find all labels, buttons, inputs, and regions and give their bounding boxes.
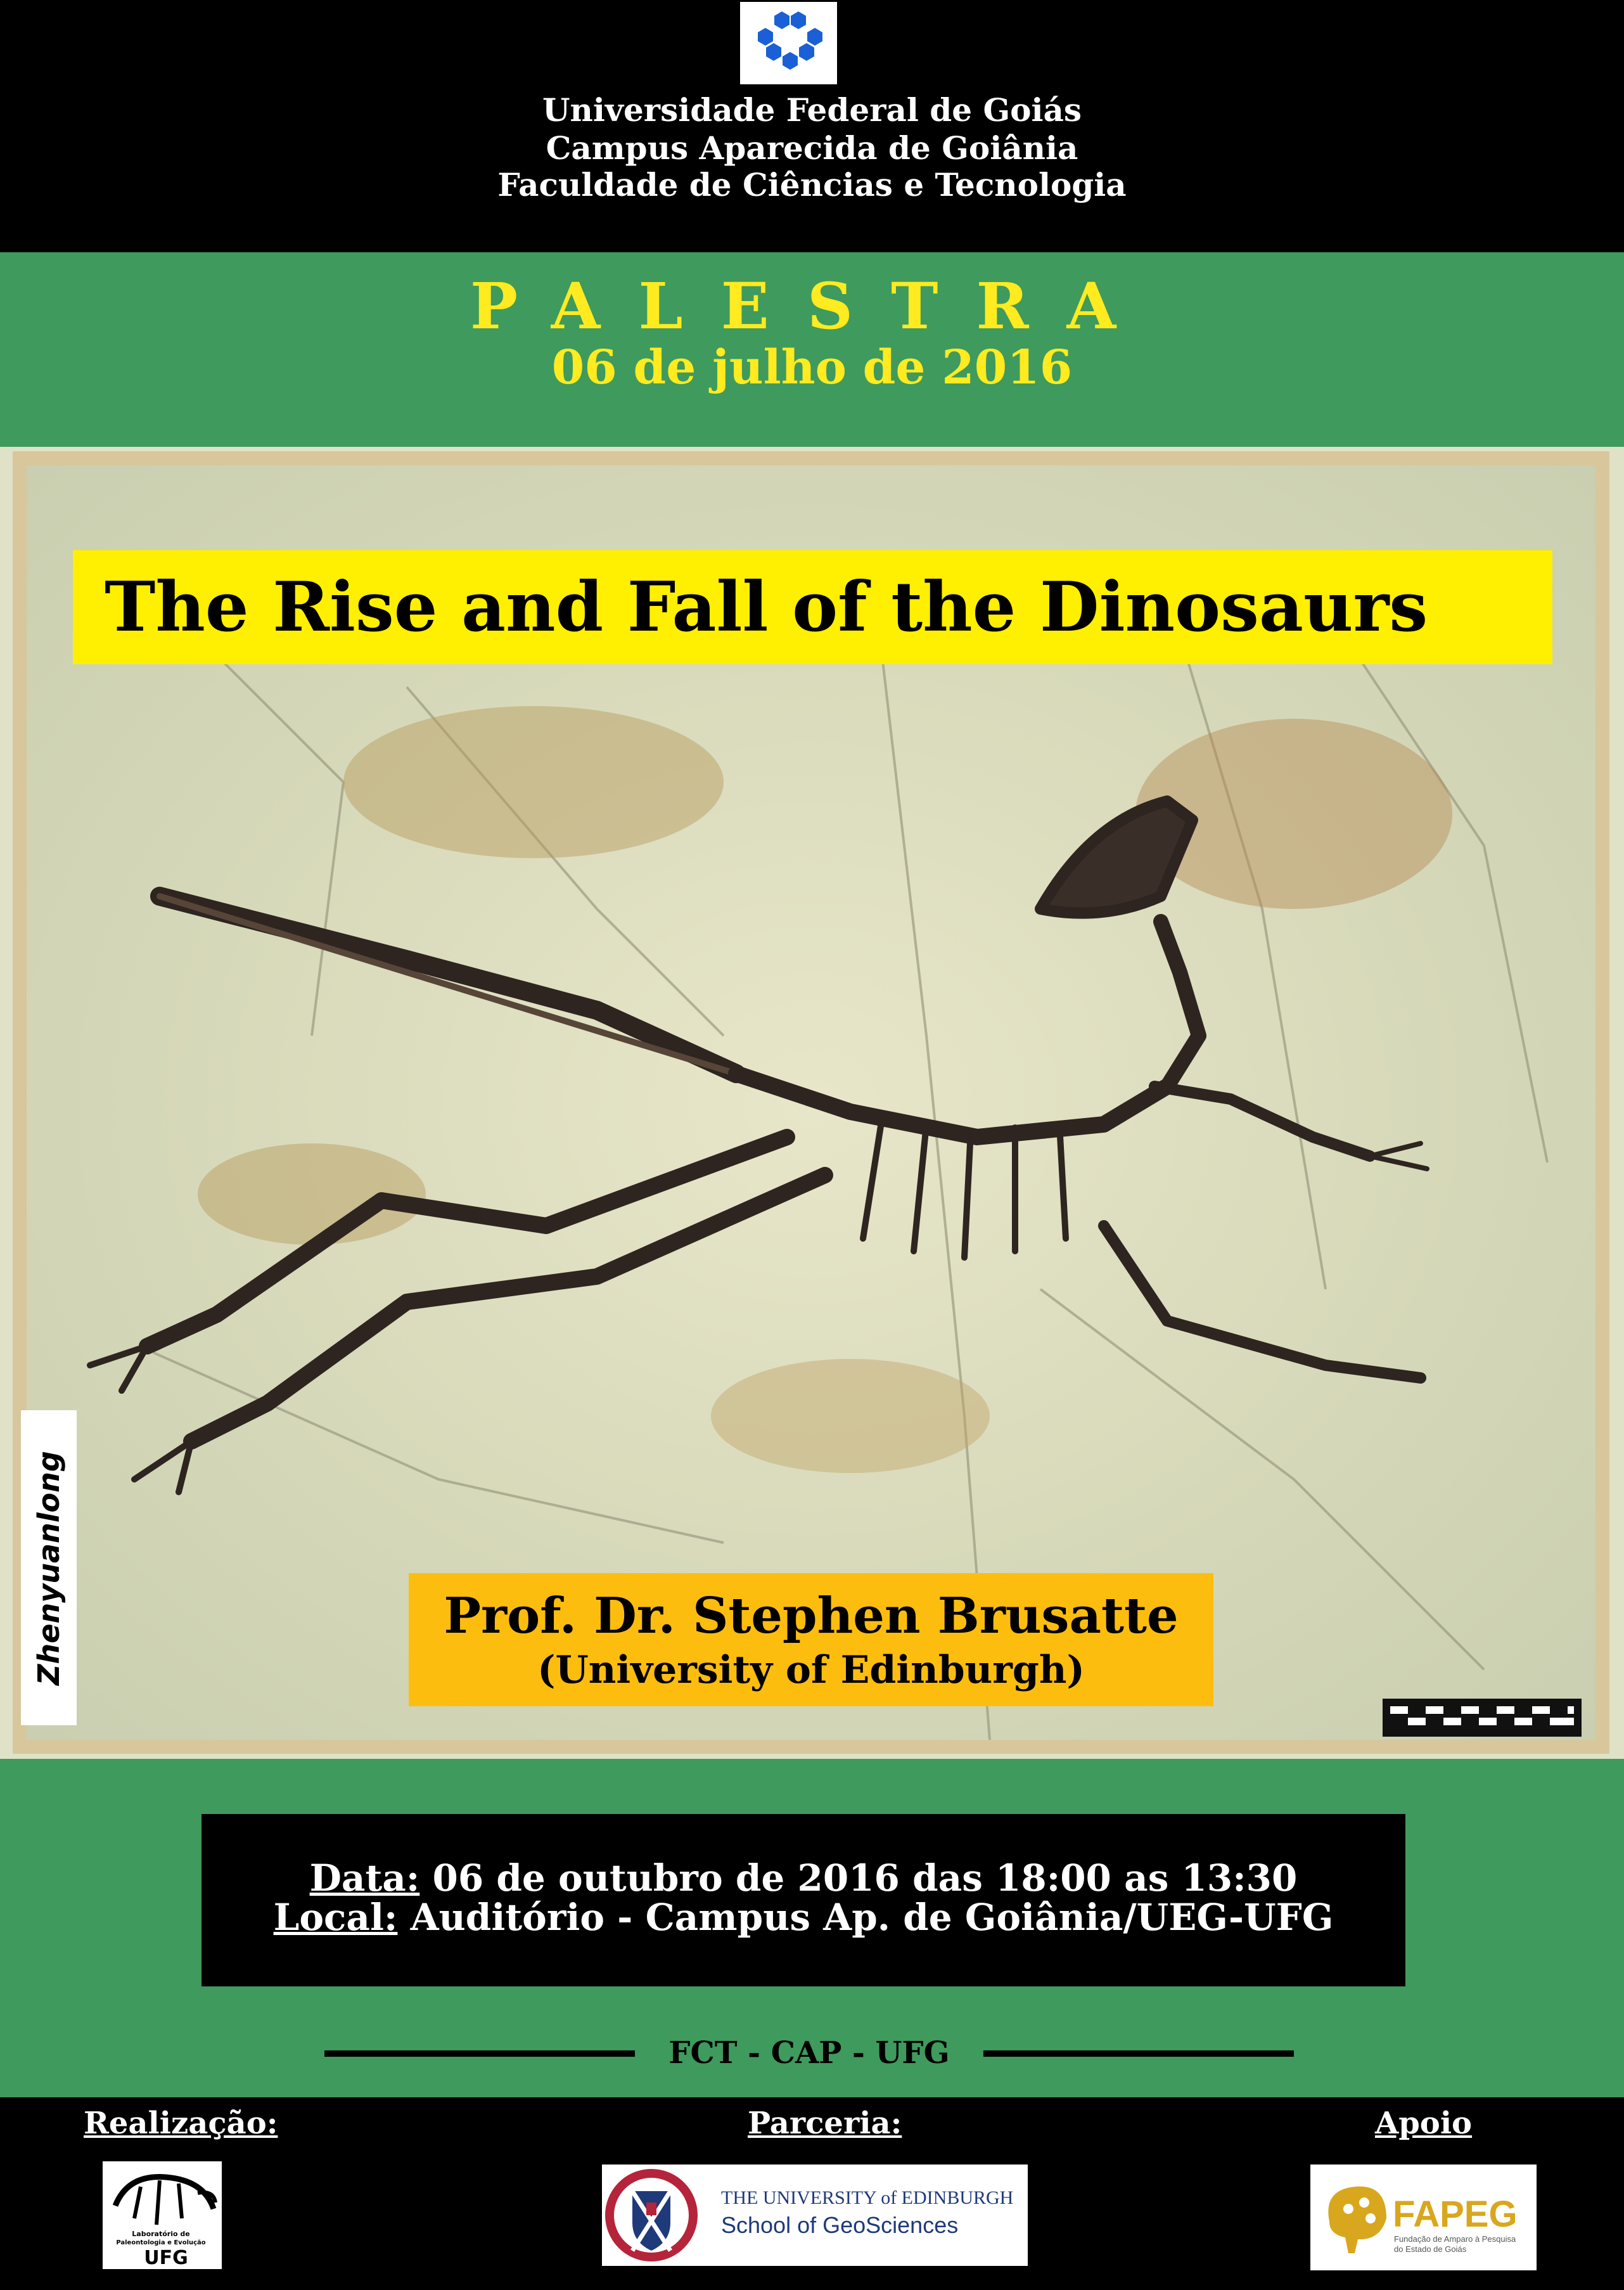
fapeg-name: FAPEG xyxy=(1393,2194,1518,2235)
fapeg-logo xyxy=(1310,2165,1537,2270)
fapeg-sub-1: Fundação de Amparo à Pesquisa xyxy=(1394,2234,1516,2244)
realizacao-label: Realização: xyxy=(84,2106,278,2141)
fapeg-brain-icon xyxy=(1310,2165,1537,2270)
edinburgh-crest-icon xyxy=(602,2165,1028,2266)
apoio-label: Apoio xyxy=(1375,2106,1473,2141)
parceria-label: Parceria: xyxy=(748,2106,902,2141)
scale-ruler-icon xyxy=(1383,1699,1582,1737)
photo-credit-text: Zhenyuanlong xyxy=(32,1450,66,1685)
lab-logo-text-1: Laboratório de xyxy=(132,2230,190,2238)
divider-right xyxy=(983,2050,1294,2057)
location-line xyxy=(201,1895,1405,1939)
photo-credit xyxy=(21,1410,77,1725)
lab-logo-text-2: Paleontologia e Evolução xyxy=(116,2239,206,2246)
university-name: Universidade Federal de Goiás xyxy=(542,91,1082,129)
ufg-hexagon-icon xyxy=(740,2,837,84)
date-line xyxy=(201,1856,1405,1900)
edinburgh-name: THE UNIVERSITY of EDINBURGH xyxy=(721,2187,1014,2208)
speaker-name: Prof. Dr. Stephen Brusatte xyxy=(444,1587,1179,1645)
organizer-line: FCT - CAP - UFG xyxy=(668,2035,950,2071)
lab-paleontology-logo xyxy=(103,2161,222,2269)
location-value: Auditório - Campus Ap. de Goiânia/UEG-UFG xyxy=(397,1896,1334,1939)
location-label: Local: xyxy=(273,1896,398,1939)
edinburgh-logo xyxy=(602,2165,1028,2266)
event-type: PALESTRA xyxy=(470,269,1154,344)
date-value: 06 de outubro de 2016 das 18:00 as 13:30 xyxy=(419,1856,1298,1900)
dinosaur-skeleton-icon xyxy=(103,2161,222,2269)
divider-left xyxy=(324,2050,635,2057)
ufg-logo xyxy=(740,2,837,84)
speaker-affiliation: (University of Edinburgh) xyxy=(537,1648,1085,1692)
edinburgh-school: School of GeoSciences xyxy=(721,2212,959,2238)
fapeg-sub-2: do Estado de Goiás xyxy=(1394,2244,1467,2254)
talk-title: The Rise and Fall of the Dinosaurs xyxy=(105,567,1428,647)
scale-bar xyxy=(1383,1699,1582,1737)
campus-name: Campus Aparecida de Goiânia xyxy=(546,129,1078,167)
event-date: 06 de julho de 2016 xyxy=(551,340,1073,395)
faculty-name: Faculdade de Ciências e Tecnologia xyxy=(497,166,1127,203)
lab-logo-ufg: UFG xyxy=(144,2247,188,2269)
date-label: Data: xyxy=(309,1856,420,1900)
